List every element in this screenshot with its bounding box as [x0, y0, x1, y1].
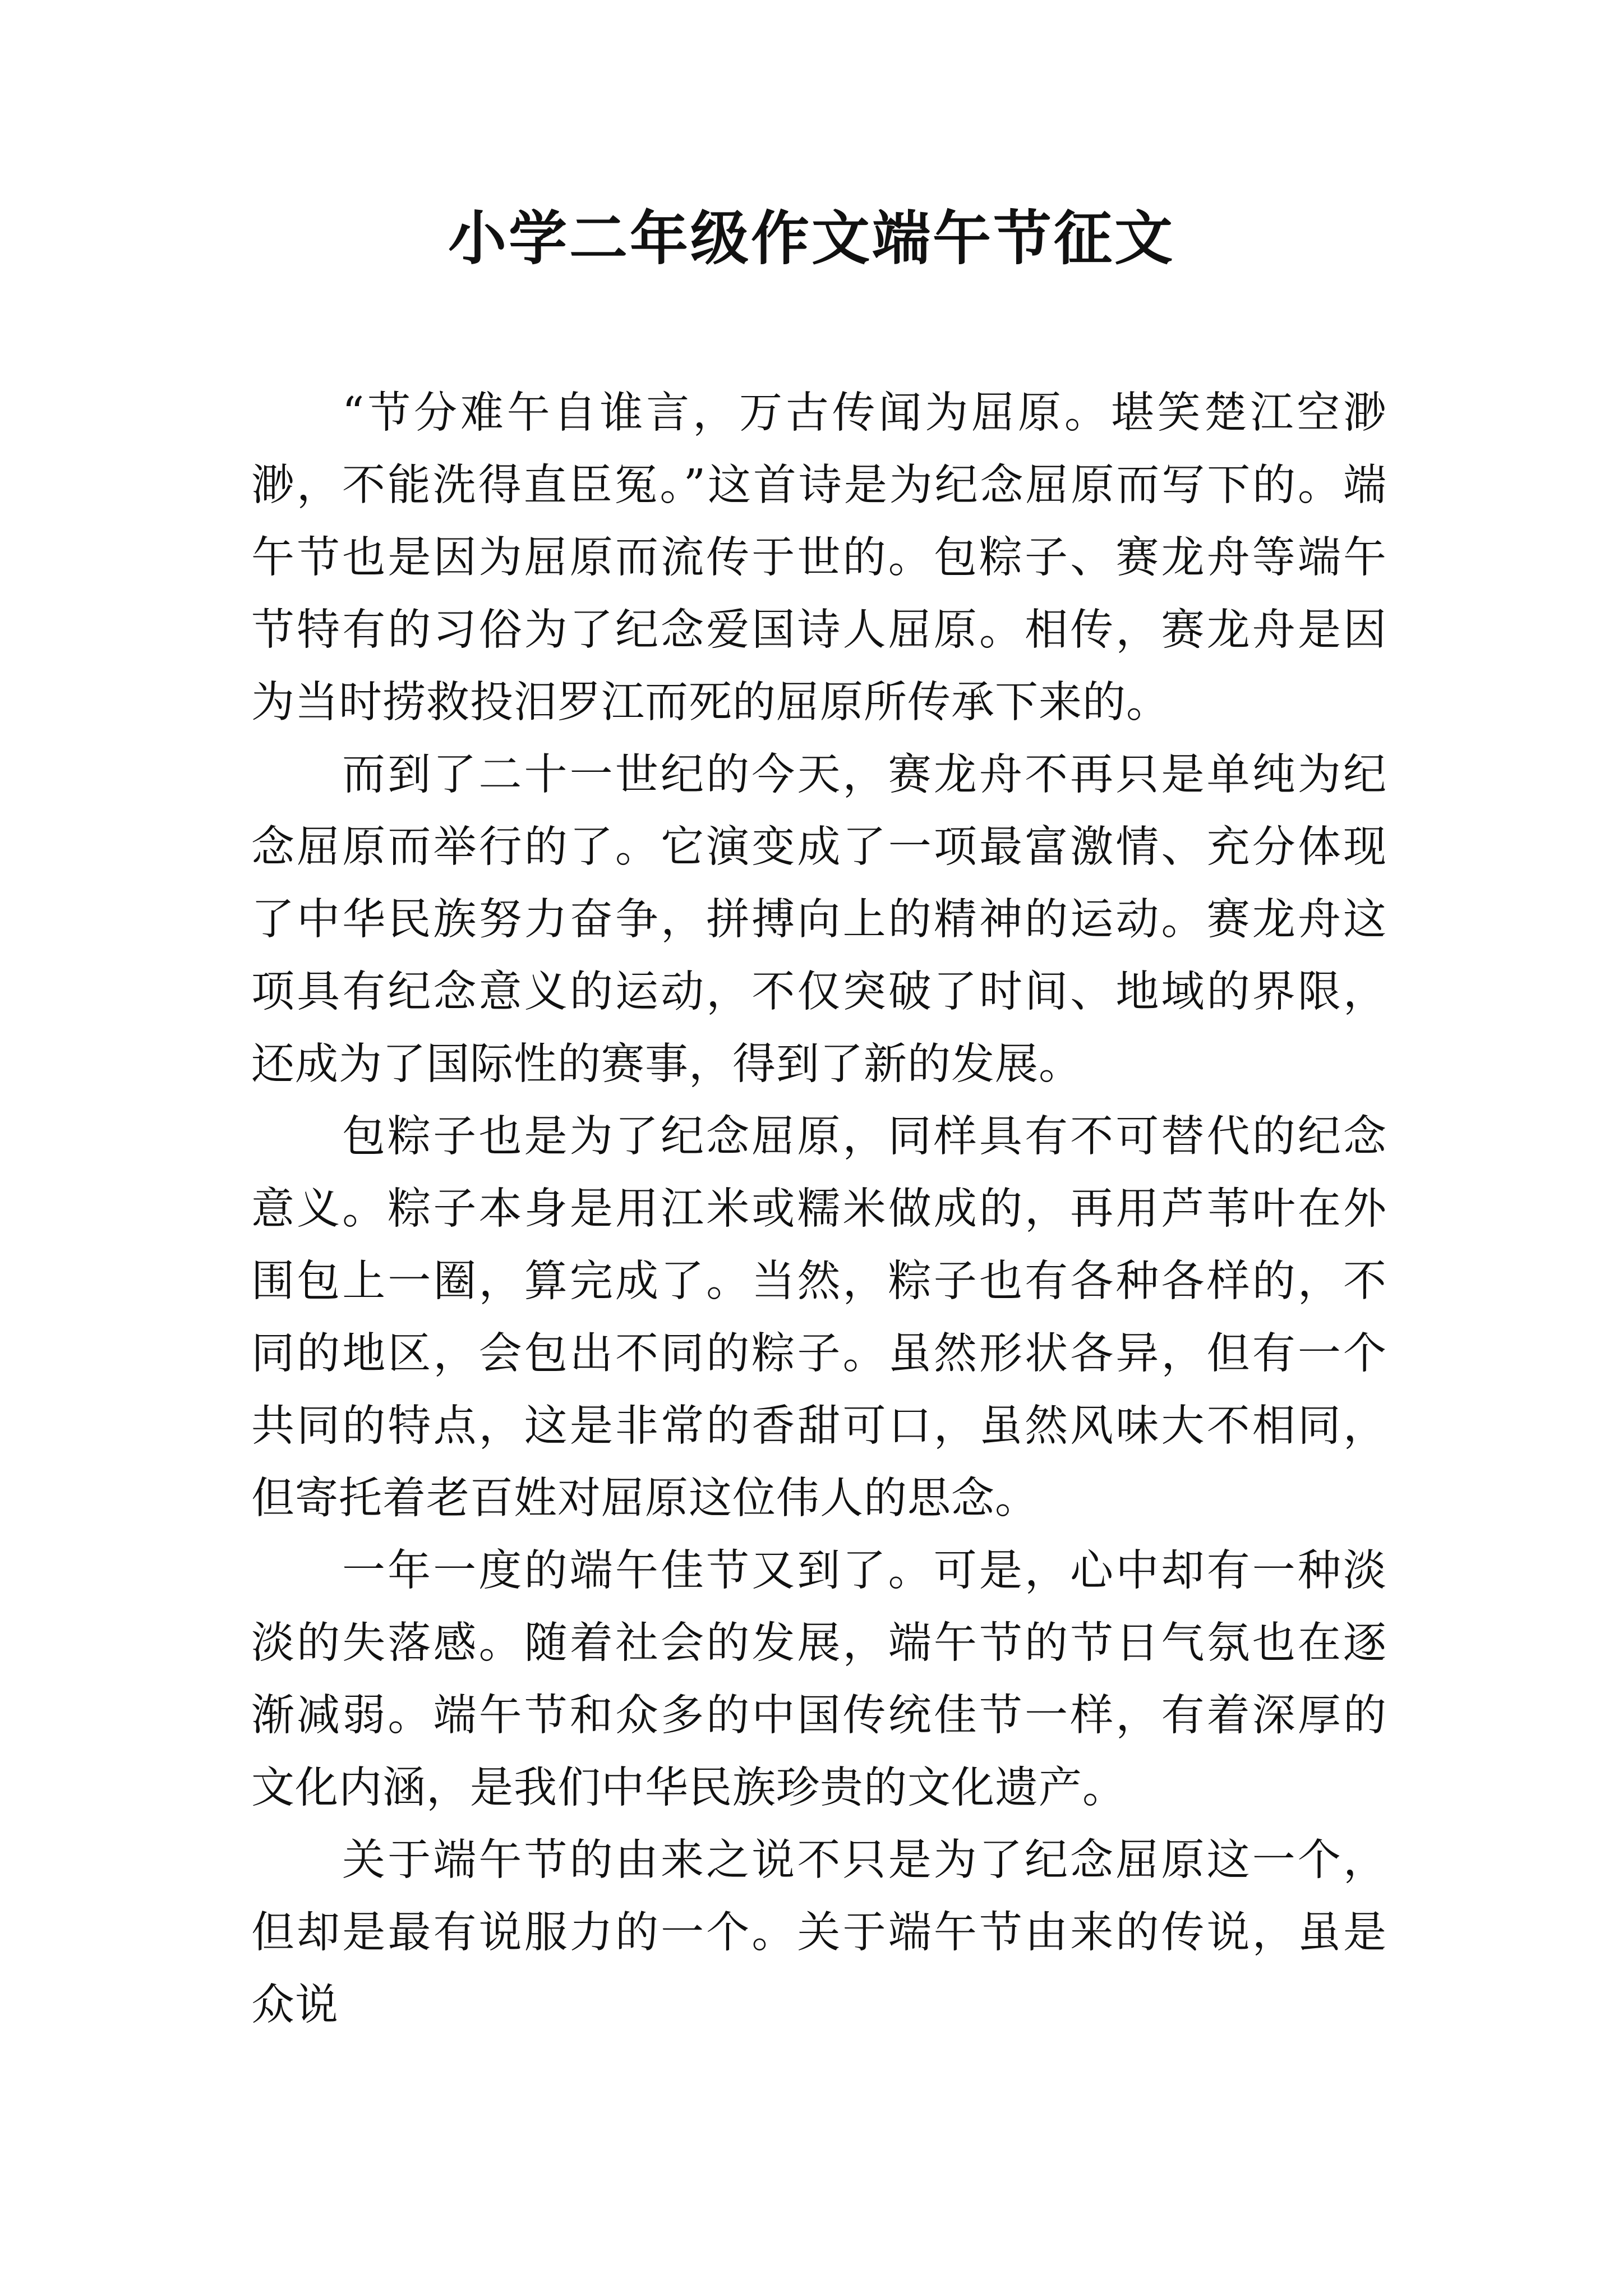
paragraph-4: 一年一度的端午佳节又到了。可是，心中却有一种淡淡的失落感。随着社会的发展，端午节的节日气氛也在逐渐减弱。端午节和众多的中国传统佳节一样，有着深厚的文化内涵，是我们中华民族珍贵的文化遗产。	[251, 1546, 1387, 1813]
paragraph-1: “节分难午自谁言，万古传闻为屈原。堪笑楚江空渺渺，不能洗得直臣冤。”这首诗是为纪念屈原而写下的。端午节也是因为屈原而流传于世的。包粽子、赛龙舟等端午节特有的习俗为了纪念爱国诗人屈原。相传，赛龙舟是因为当时捞救投汨罗江而死的屈原所传承下来的。	[251, 388, 1387, 728]
paragraph-5: 关于端午节的由来之说不只是为了纪念屈原这一个，但却是最有说服力的一个。关于端午节由来的传说，虽是众说	[251, 1835, 1387, 2030]
paragraph-3: 包粽子也是为了纪念屈原，同样具有不可替代的纪念意义。粽子本身是用江米或糯米做成的，再用芦苇叶在外围包上一圈，算完成了。当然，粽子也有各种各样的，不同的地区，会包出不同的粽子。虽然形状各异，但有一个共同的特点，这是非常的香甜可口，虽然风味大不相同，但寄托着老百姓对屈原这位伟人的思念。	[251, 1112, 1387, 1524]
document-body	[251, 377, 1387, 2041]
paragraph-2: 而到了二十一世纪的今天，赛龙舟不再只是单纯为纪念屈原而举行的了。它演变成了一项最富激情、充分体现了中华民族努力奋争，拼搏向上的精神的运动。赛龙舟这项具有纪念意义的运动，不仅突破了时间、地域的界限，还成为了国际性的赛事，得到了新的发展。	[251, 750, 1387, 1089]
document-title: 小学二年级作文端午节征文	[448, 204, 1175, 273]
